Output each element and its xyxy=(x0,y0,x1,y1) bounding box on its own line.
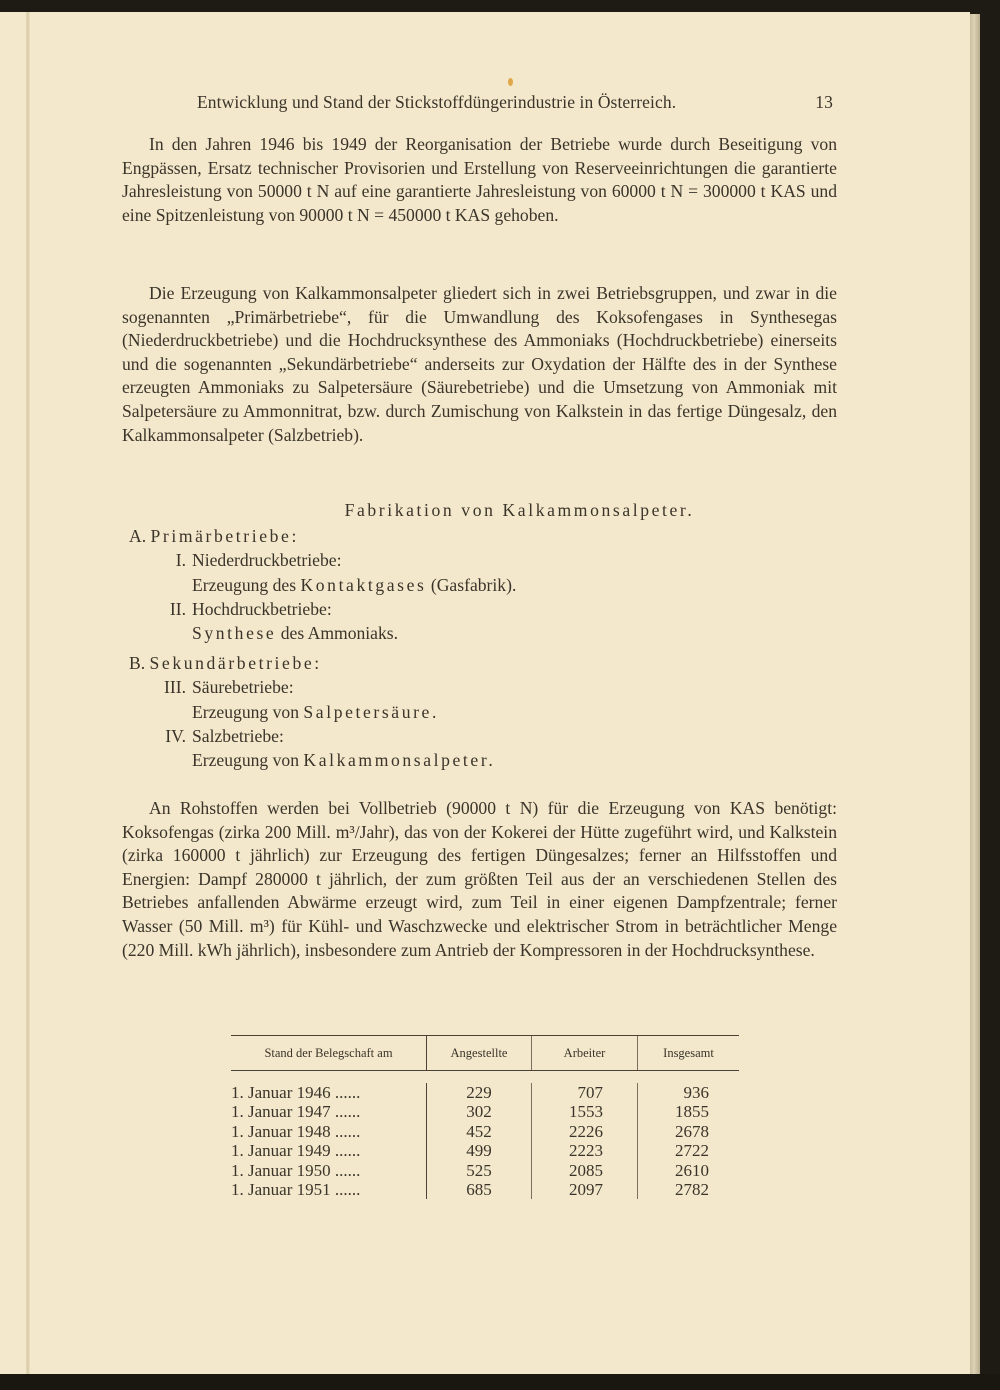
page-number: 13 xyxy=(815,92,833,112)
cell-insgesamt: 2782 xyxy=(675,1179,709,1199)
paragraph-text: Die Erzeugung von Kalkammonsalpeter gliedert sich in zwei Betriebsgruppen, und zwar in die sogenannten „Primärbetriebe“, für die Umwandlung des Koksofengases in Synthesegas (Niederdruckbetriebe) und die Hochdrucksynthese des Ammoniaks (Hochdruckbetriebe) einerseits und die sogenannten „Sekundärbetriebe“ anderseits zur Oxydation der Hälfte des in der Synthese erzeugten Ammoniaks zu Salpetersäure (Säurebetriebe) und die Umsetzung von Ammoniak mit Salpetersäure zu Ammonnitrat, bzw. durch Zumischung von Kalkstein in das fertige Düngesalz, den Kalkammonsalpeter (Salzbetrieb). xyxy=(122,283,837,445)
paragraph-reorganisation xyxy=(122,133,837,227)
outline-title: Fabrikation von Kalkammonsalpeter. xyxy=(344,500,695,520)
outline-item-iv-description xyxy=(122,748,837,772)
item-label: Salzbetriebe: xyxy=(192,725,284,746)
table-row xyxy=(231,1102,739,1121)
cell-angestellte: 499 xyxy=(427,1141,532,1160)
cell-arbeiter: 707 xyxy=(532,1083,638,1102)
cell-angestellte: 685 xyxy=(427,1180,532,1199)
desc-text: Erzeugung des xyxy=(192,574,301,595)
header-date: Stand der Belegschaft am xyxy=(231,1036,427,1070)
header-angestellte: Angestellte xyxy=(427,1036,532,1070)
item-number: IV. xyxy=(165,725,186,746)
cell-insgesamt: 2722 xyxy=(675,1141,709,1161)
cell-insgesamt: 2610 xyxy=(675,1160,709,1180)
desc-emphasis: Kontaktgases xyxy=(300,574,427,595)
running-head-title: Entwicklung und Stand der Stickstoffdüngerindustrie in Österreich. xyxy=(197,92,677,112)
page-edge-stack xyxy=(970,14,980,1374)
cell-date: 1. Januar 1948 ...... xyxy=(231,1122,427,1141)
outline-item-iii-description xyxy=(122,700,837,724)
desc-emphasis: Kalkammonsalpeter. xyxy=(303,750,496,771)
table-body xyxy=(231,1071,739,1199)
paragraph-betriebsgruppen xyxy=(122,282,837,447)
table-row xyxy=(231,1122,739,1141)
table-row xyxy=(231,1161,739,1180)
item-number: II. xyxy=(169,598,186,619)
ink-spot xyxy=(508,78,513,86)
cell-date: 1. Januar 1949 ...... xyxy=(231,1141,427,1160)
desc-emphasis: Salpetersäure. xyxy=(303,701,439,722)
cell-arbeiter: 2085 xyxy=(532,1161,638,1180)
paragraph-text: An Rohstoffen werden bei Vollbetrieb (90000 t N) für die Erzeugung von KAS benötigt: Koksofengas (zirka 200 Mill. m³/Jahr), das von der Kokerei der Hütte zugeführt wird, und Kalkstein (zirka 160000 t jährlich) zur Erzeugung des fertigen Düngesalzes; ferner an Hilfsstoffen und Energien: Dampf 280000 t jährlich, der zum größten Teil aus der an verschiedenen Stellen des Betriebes anfallenden Abwärme erzeugt wird, zum Teil in einer eigenen Dampfzentrale; ferner Wasser (50 Mill. m³) für Kühl- und Waschzwecke und elektrischer Strom in beträchtlicher Menge (220 Mill. kWh jährlich), insbesondere zum Antrieb der Kompressoren in der Hochdrucksynthese. xyxy=(122,798,837,960)
desc-emphasis: Synthese xyxy=(192,623,277,644)
cell-date: 1. Januar 1950 ...... xyxy=(231,1161,427,1180)
table-header-row xyxy=(231,1036,739,1071)
cell-angestellte: 302 xyxy=(427,1102,532,1121)
cell-arbeiter: 1553 xyxy=(532,1102,638,1121)
item-number: III. xyxy=(164,677,186,698)
outline-group-b xyxy=(122,651,837,675)
production-outline xyxy=(122,498,837,772)
group-label: Sekundärbetriebe: xyxy=(149,653,322,674)
paragraph-text: In den Jahren 1946 bis 1949 der Reorganisation der Betriebe wurde durch Beseitigung von Engpässen, Ersatz technischer Provisorien und Erstellung von Reserveeinrichtungen die garantierte Jahresleistung von 50000 t N auf eine garantierte Jahresleistung von 60000 t N = 300000 t KAS und eine Spitzenleistung von 90000 t N = 450000 t KAS gehoben. xyxy=(122,134,837,225)
cell-angestellte: 452 xyxy=(427,1122,532,1141)
outline-item-iv xyxy=(122,724,837,748)
table-row xyxy=(231,1141,739,1160)
cell-insgesamt: 936 xyxy=(683,1083,709,1102)
cell-angestellte: 229 xyxy=(427,1083,532,1102)
header-arbeiter: Arbeiter xyxy=(532,1036,638,1070)
cell-insgesamt: 1855 xyxy=(675,1102,709,1122)
cell-insgesamt: 2678 xyxy=(675,1121,709,1141)
desc-text: Erzeugung von xyxy=(192,750,304,771)
running-head xyxy=(197,92,833,113)
desc-text: (Gasfabrik). xyxy=(426,574,517,595)
group-letter: B. xyxy=(129,653,146,674)
outline-item-ii xyxy=(122,597,837,621)
scan-background xyxy=(0,1374,1000,1390)
item-label: Säurebetriebe: xyxy=(192,677,294,698)
desc-text: Erzeugung von xyxy=(192,701,304,722)
outline-group-a xyxy=(122,524,837,548)
cell-arbeiter: 2226 xyxy=(532,1122,638,1141)
page-gutter-fold xyxy=(26,12,30,1374)
cell-arbeiter: 2097 xyxy=(532,1180,638,1199)
cell-date: 1. Januar 1951 ...... xyxy=(231,1180,427,1199)
table-row xyxy=(231,1180,739,1199)
outline-item-iii xyxy=(122,675,837,699)
outline-item-ii-description xyxy=(122,621,837,645)
item-label: Hochdruckbetriebe: xyxy=(192,598,332,619)
outline-item-i xyxy=(122,548,837,572)
workforce-table xyxy=(231,1035,739,1199)
outline-item-i-description xyxy=(122,573,837,597)
group-letter: A. xyxy=(129,526,147,547)
paragraph-rohstoffe xyxy=(122,797,837,962)
desc-text: des Ammoniaks. xyxy=(276,623,399,644)
header-insgesamt: Insgesamt xyxy=(663,1046,714,1060)
cell-date: 1. Januar 1947 ...... xyxy=(231,1102,427,1121)
cell-angestellte: 525 xyxy=(427,1161,532,1180)
item-number: I. xyxy=(175,550,186,571)
cell-date: 1. Januar 1946 ...... xyxy=(231,1083,427,1102)
table-row xyxy=(231,1083,739,1102)
group-label: Primärbetriebe: xyxy=(150,526,299,547)
cell-arbeiter: 2223 xyxy=(532,1141,638,1160)
item-label: Niederdruckbetriebe: xyxy=(192,550,342,571)
